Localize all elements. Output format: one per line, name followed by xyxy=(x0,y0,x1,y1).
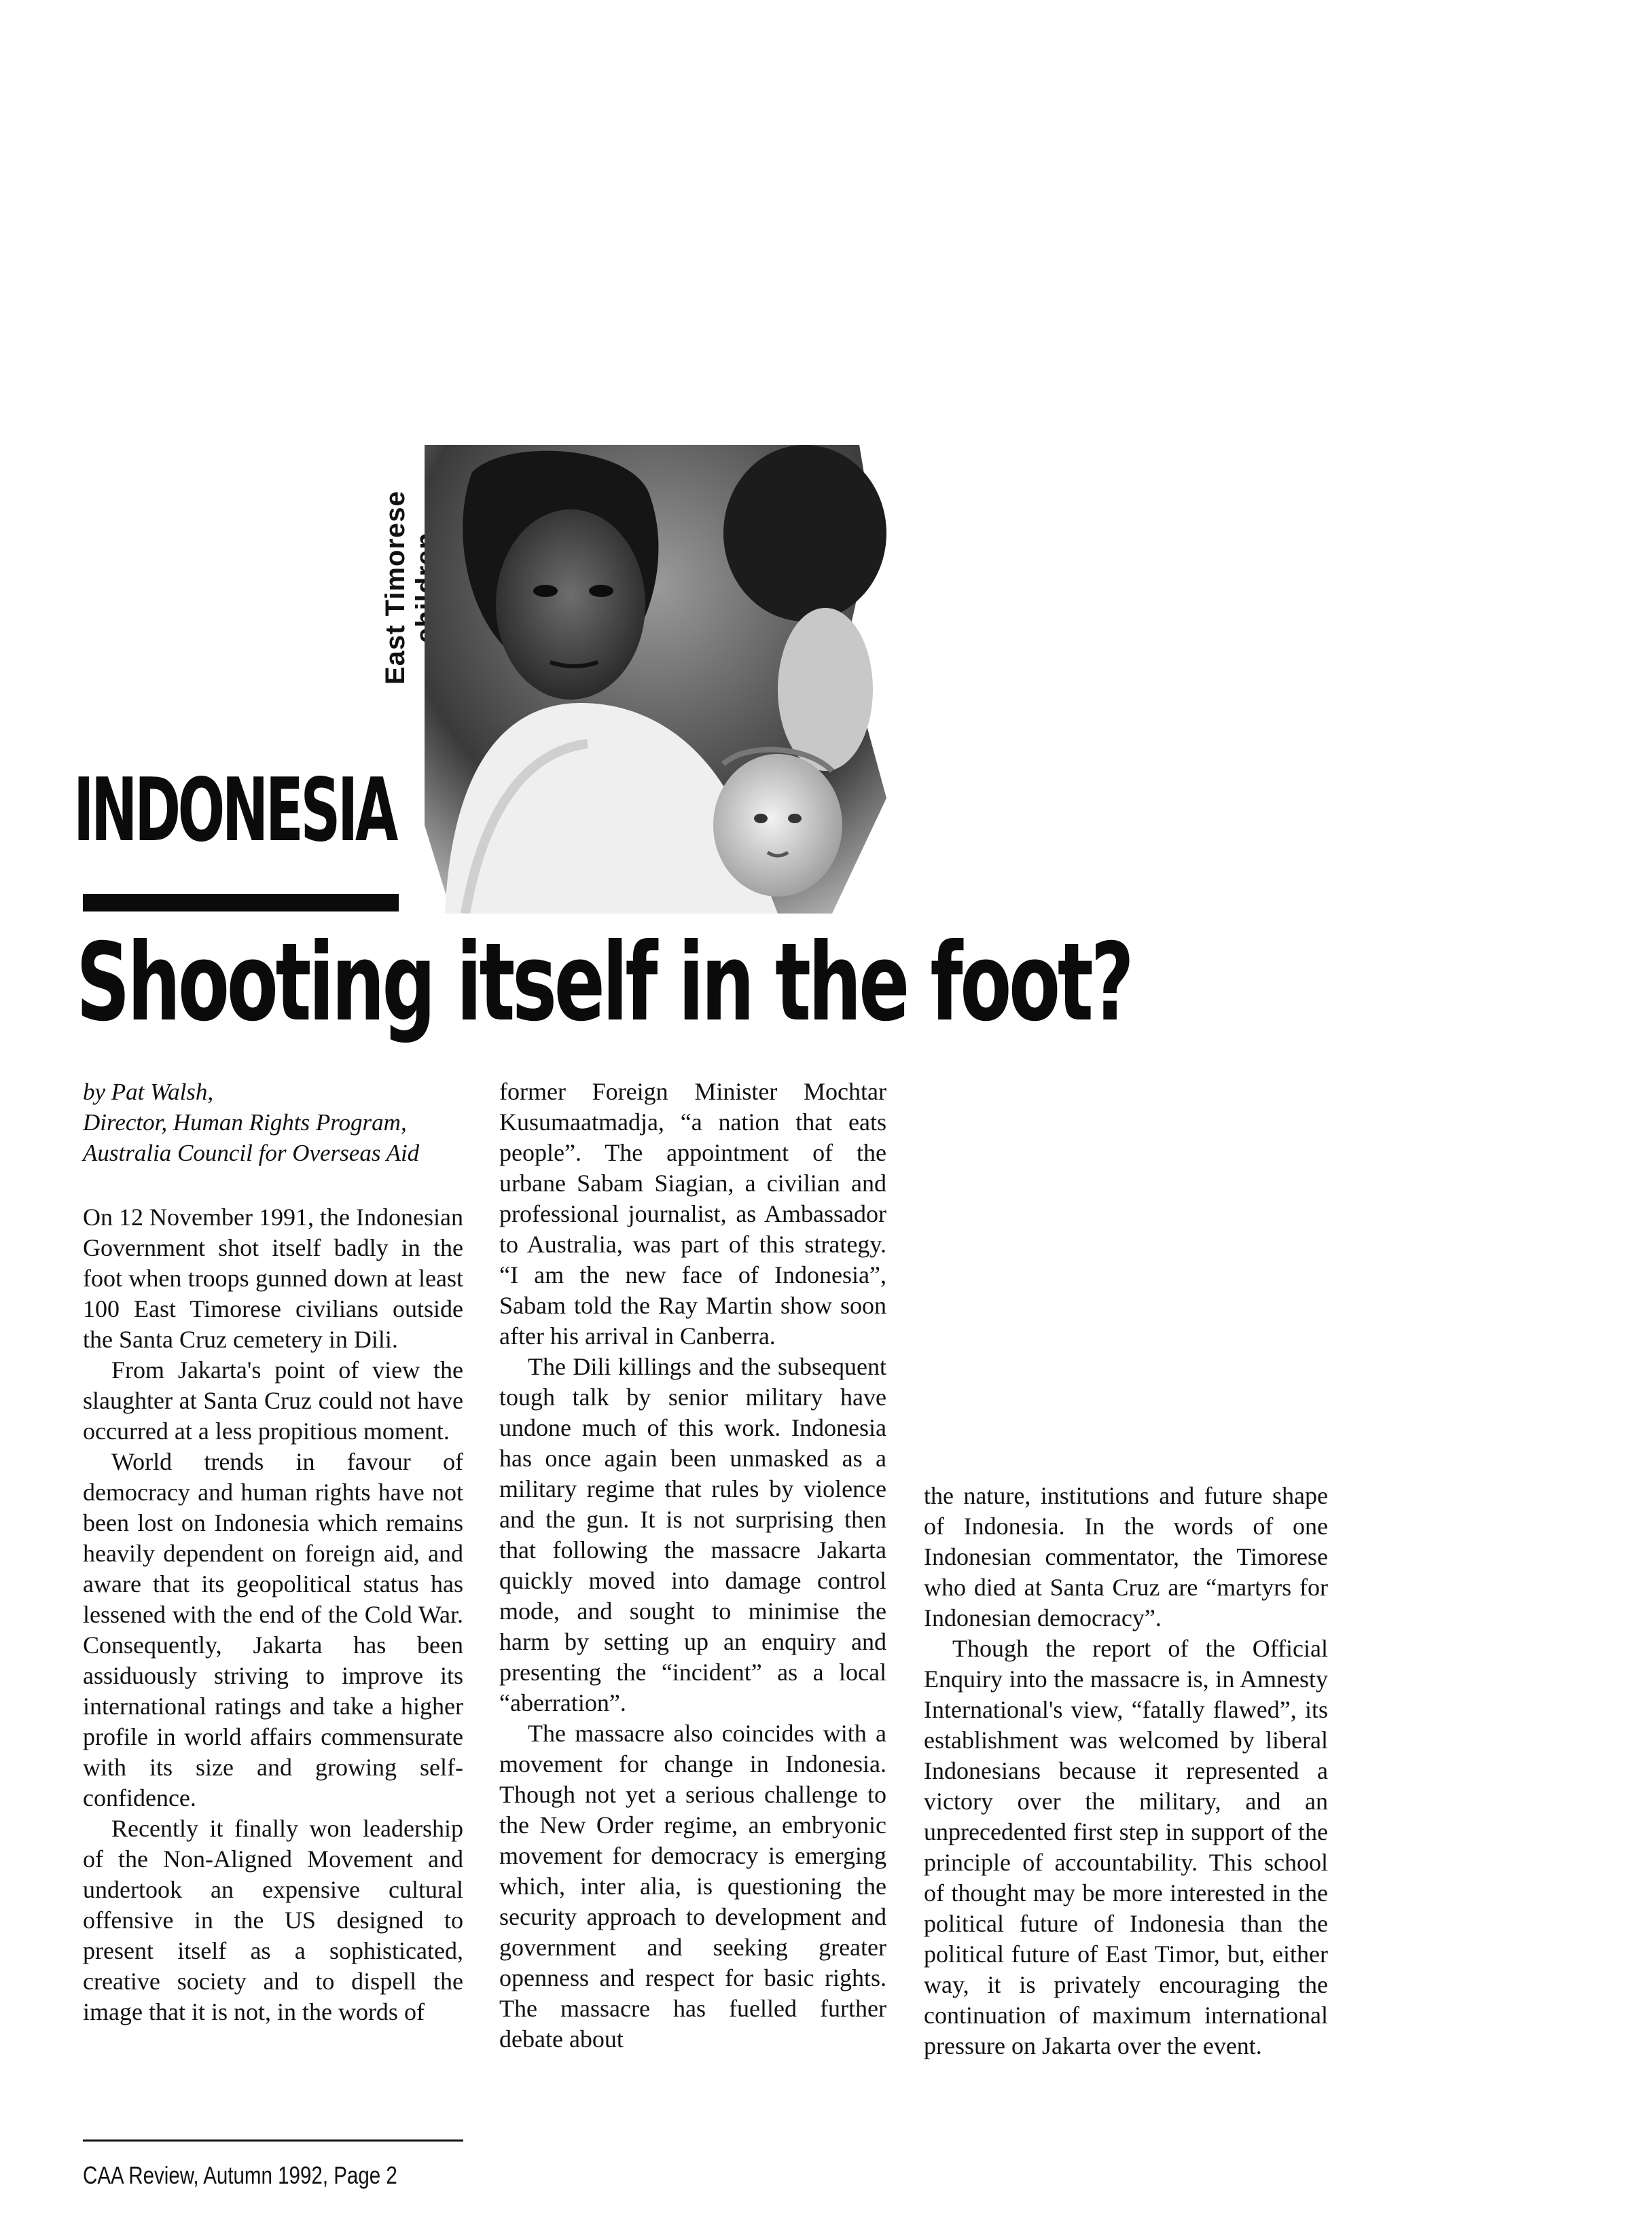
footer-rule xyxy=(83,2139,463,2142)
photo-caption: East Timorese xyxy=(380,490,410,685)
paragraph: The Dili killings and the subsequent tough talk by senior military have undone much of this work. Indonesia has once again been unmasked as a military regime that rules by violence and the gun. It is not surprising then that following the massacre Jakarta quickly moved into damage control mode, and sought to minimise the harm by setting up an enquiry and presenting the “incident” as a local “aberration”. xyxy=(499,1353,886,1716)
paragraph: The massacre also coincides with a movement for change in Indonesia. Though not yet a serious challenge to the New Order regime, an embryonic movement for democracy is emerging which, inter alia, is questioning the security approach to development and government and seeking greater openness and respect for basic rights. The massacre has fuelled further debate about xyxy=(499,1720,886,2053)
page-footer: CAA Review, Autumn 1992, Page 2 xyxy=(83,2161,397,2189)
photo-woman-and-child xyxy=(425,445,886,914)
byline-author: by Pat Walsh, xyxy=(83,1079,214,1105)
paragraph: Though the report of the Official Enquiry into the massacre is, in Amnesty International's view, “fatally flawed”, its establishment was welcomed by liberal Indonesians because it represented a victory over the military, and an unprecedented first step in support of the principle of accountability. This school of thought may be more interested in the political future of Indonesia than the political future of East Timor, but, either way, it is privately encouraging the continuation of maximum international pressure on Jakarta over the event. xyxy=(924,1635,1328,2059)
paragraph: From Jakarta's point of view the slaughter at Santa Cruz could not have occurred at a less propitious moment. xyxy=(83,1356,463,1445)
section-kicker: INDONESIA xyxy=(73,760,395,861)
byline-org: Australia Council for Overseas Aid xyxy=(83,1140,420,1166)
kicker-rule xyxy=(83,894,399,911)
photo-of-woman-and-child-icon xyxy=(425,445,886,914)
paragraph: former Foreign Minister Mochtar Kusumaatmadja, “a nation that eats people”. The appointment of the urbane Sabam Siagian, a civilian and professional journalist, as Ambassador to Australia, was part of this strategy. “I am the new face of Indonesia”, Sabam told the Ray Martin show soon after his arrival in Canberra. xyxy=(499,1078,886,1350)
paragraph: On 12 November 1991, the Indonesian Government shot itself badly in the foot when troops gunned down at least 100 East Timorese civilians outside the Santa Cruz cemetery in Dili. xyxy=(83,1204,463,1353)
paragraph: World trends in favour of democracy and human rights have not been lost on Indonesia which remains heavily dependent on foreign aid, and aware that its geopolitical status has lessened with the end of the Cold War. Consequently, Jakarta has been assiduously striving to improve its international ratings and take a higher profile in world affairs commensurate with its size and growing self-confidence. xyxy=(83,1448,463,1811)
byline-role: Director, Human Rights Program, xyxy=(83,1109,407,1136)
article-column-3 xyxy=(924,1481,1328,2061)
paragraph: Recently it finally won leadership of the Non-Aligned Movement and undertook an expensive cultural offensive in the US designed to present itself as a sophisticated, creative society and to dispell the image that it is not, in the words of xyxy=(83,1815,463,2025)
article-column-1 xyxy=(83,1202,463,2027)
article-column-2 xyxy=(499,1077,886,2055)
headline: Shooting itself in the foot? xyxy=(76,920,1132,1045)
byline xyxy=(83,1077,463,1168)
paragraph: the nature, institutions and future shape of Indonesia. In the words of one Indonesian commentator, the Timorese who died at Santa Cruz are “martyrs for Indonesian democracy”. xyxy=(924,1482,1328,1631)
